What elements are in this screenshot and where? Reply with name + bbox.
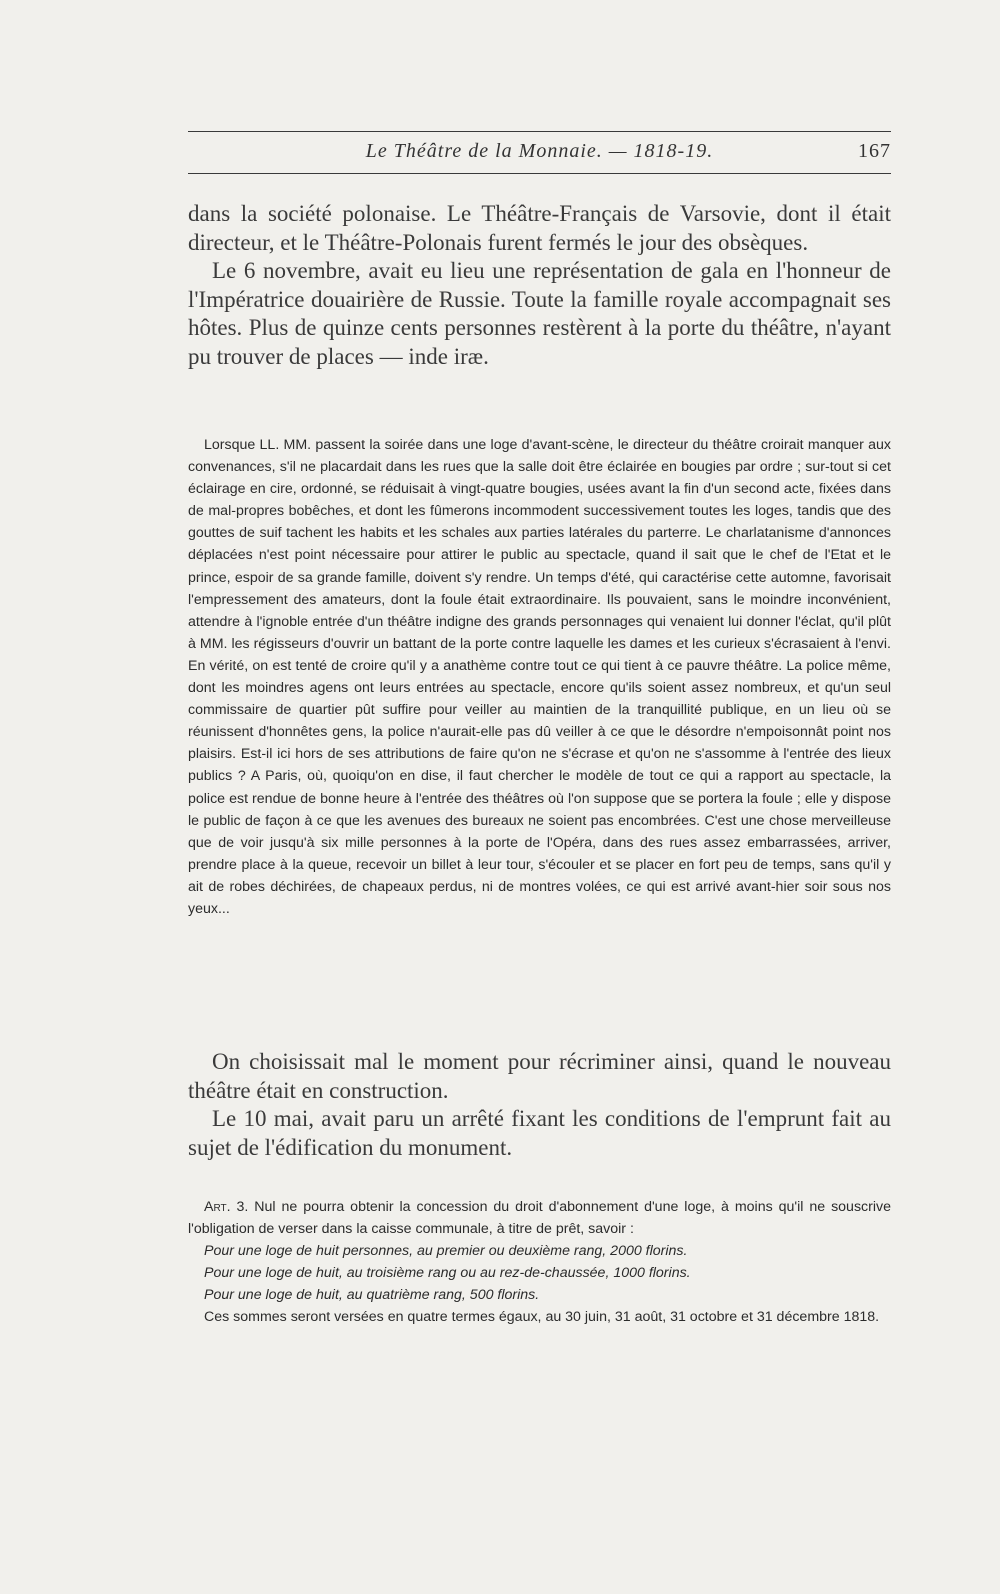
paragraph: dans la société polonaise. Le Théâtre-Français de Varsovie, dont il était directeur, et le Théâtre-Polonais furent fermés le jour des obsèques. [188,201,891,255]
header-rule [188,173,891,174]
paragraph: On choisissait mal le moment pour récriminer ainsi, quand le nouveau théâtre était en construction. [188,1049,891,1103]
paragraph: Le 10 mai, avait paru un arrêté fixant les conditions de l'emprunt fait au sujet de l'édification du monument. [188,1106,891,1160]
article-intro-text: Nul ne pourra obtenir la concession du droit d'abonnement d'une loge, à moins qu'il ne souscrive l'obligation de verser dans la caisse communale, à titre de prêt, savoir : [188,1199,891,1238]
page-number: 167 [858,140,891,162]
article-label: Art. 3. [204,1199,249,1215]
paragraph: Le 6 novembre, avait eu lieu une représentation de gala en l'honneur de l'Impératrice douairière de Russie. Toute la famille royale accompagnait ses hôtes. Plus de quinze cents personnes restèrent à la porte du théâtre, n'ayant pu trouver de places — inde iræ. [188,258,891,369]
article-closing: Ces sommes seront versées en quatre termes égaux, au 30 juin, 31 août, 31 octobre et 31 décembre 1818. [204,1309,880,1326]
running-title: Le Théâtre de la Monnaie. — 1818-19. [365,140,714,162]
quotation-paragraph: Lorsque LL. MM. passent la soirée dans une loge d'avant-scène, le directeur du théâtre croirait manquer aux convenances, s'il ne placardait dans les rues que la salle doit être éclairée en bougies par ordre ; sur-tout si cet éclairage en cire, ordonné, se réduisait à vingt-quatre bougies, usées avant la fin d'un second acte, fixées dans de mal-propres bobêches, et dont les fûmerons incommodent successivement toutes les loges, tandis que des gouttes de suif tachent les habits et les schales aux parties latérales du parterre. Le charlatanisme d'annonces déplacées n'est point nécessaire pour attirer le public au spectacle, quand il sait que le chef de l'Etat et le prince, espoir de sa grande famille, doivent s'y rendre. Un temps d'été, qui caractérise cette automne, favorisait l'empressement des amateurs, dont la foule était extraordinaire. Ils pouvaient, sans le moindre inconvénient, attendre à l'ignoble entrée d'un théâtre indigne des grands personnages qui venaient lui donner l'éclat, qu'il plût à MM. les régisseurs d'ouvrir un battant de la porte contre laquelle les dames et les curieux s'écrasaient à l'envi. En vérité, on est tenté de croire qu'il y a anathème contre tout ce qui tient à ce pauvre théâtre. La police même, dont les moindres agens ont leurs entrées au spectacle, encore qu'ils soient assez nombreux, et qu'un seul commissaire de quartier pût suffire pour veiller au maintien de la tranquillité publique, en un lieu où se réunissent d'honnêtes gens, la police n'aurait-elle pas dû veiller à ce que le désordre n'empoisonnât point nos plaisirs. Est-il ici hors de ses attributions de faire qu'on ne s'écrase et qu'on ne s'assomme à l'entrée des lieux publics ? A Paris, où, quoiqu'on en dise, il faut chercher le modèle de tout ce qui a rapport au spectacle, la police est rendue de bonne heure à l'entrée des théâtres où l'on suppose que se portera la foule ; elle y dispose le public de façon à ce que les avenues des bureaux ne soient pas encombrées. C'est une chose merveilleuse que de voir jusqu'à six mille personnes à la porte de l'Opéra, dans des rues assez embarrassées, arriver, prendre place à la queue, recevoir un billet à leur tour, s'écouler et se placer en fort peu de temps, sans qu'il y ait de robes déchirées, de chapeaux perdus, ni de montres volées, ce qui est arrivé avant-hier soir sous nos yeux... [188,437,891,917]
quotation-block [188,434,891,920]
decree-article [188,1196,891,1329]
price-line: Pour une loge de huit personnes, au premier ou deuxième rang, 2000 florins. [204,1243,688,1260]
page-header [188,140,891,172]
price-line: Pour une loge de huit, au quatrième rang, 500 florins. [204,1287,540,1304]
body-block-2 [188,1048,891,1162]
body-block-1 [188,200,891,372]
article-intro [188,1196,891,1240]
top-rule [188,131,891,132]
price-line: Pour une loge de huit, au troisième rang ou au rez-de-chaussée, 1000 florins. [204,1265,691,1282]
